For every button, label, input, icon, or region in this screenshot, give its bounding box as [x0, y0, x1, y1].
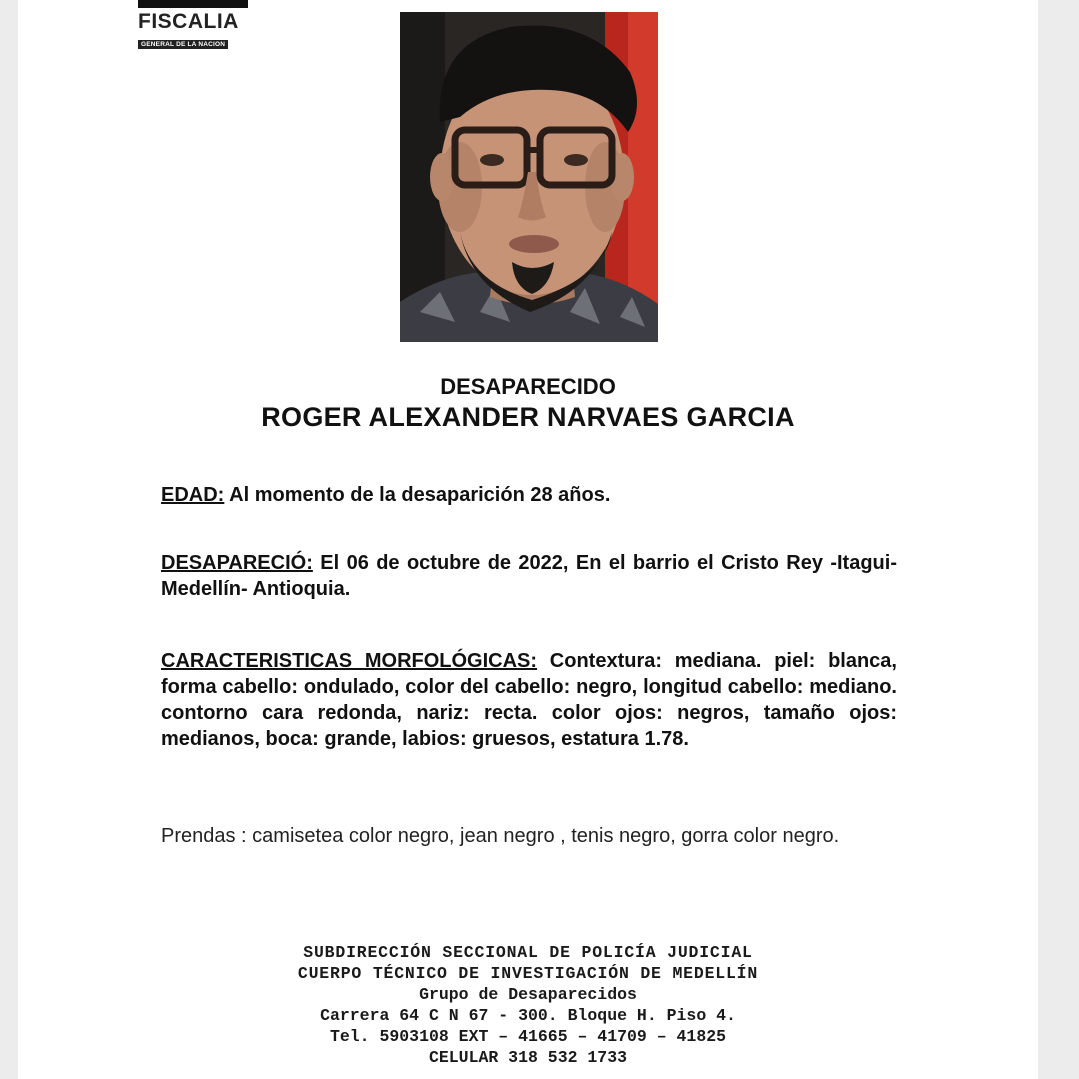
footer-line-1: SUBDIRECCIÓN SECCIONAL DE POLICÍA JUDICIAL — [303, 943, 753, 962]
footer-line-6: CELULAR 318 532 1733 — [428, 1048, 628, 1067]
characteristics-text: Contextura: mediana. piel: blanca, forma cabello: ondulado, color del cabello: negro, longitud cabello: mediano. contorno cara redonda, nariz: recta. color ojos: negros, tamaño ojos: medianos, boca: grande, labios: gruesos, estatura 1.78. — [161, 650, 897, 750]
characteristics-label: CARACTERISTICAS MORFOLÓGICAS: — [161, 650, 538, 672]
footer-line-3: Grupo de Desaparecidos — [419, 985, 637, 1004]
person-name: ROGER ALEXANDER NARVAES GARCIA — [261, 402, 795, 432]
logo-subtitle: GENERAL DE LA NACION — [138, 40, 228, 49]
status-heading: DESAPARECIDO — [440, 374, 616, 399]
characteristics-paragraph — [161, 648, 897, 752]
age-paragraph — [161, 482, 897, 508]
disappearance-label: DESAPARECIÓ: — [161, 552, 313, 574]
footer-line-2: CUERPO TÉCNICO DE INVESTIGACIÓN DE MEDELLÍN — [297, 964, 759, 983]
disappearance-paragraph — [161, 550, 897, 602]
contact-footer — [18, 942, 1038, 1068]
footer-line-4: Carrera 64 C N 67 - 300. Bloque H. Piso 4. — [320, 1006, 736, 1025]
age-label: EDAD: — [161, 484, 225, 506]
fiscalia-logo — [138, 0, 250, 51]
footer-line-5: Tel. 5903108 EXT – 41665 – 41709 – 41825 — [329, 1027, 727, 1046]
portrait-photo — [400, 12, 658, 342]
age-text: Al momento de la desaparición 28 años. — [224, 484, 611, 506]
logo-bar — [138, 0, 248, 8]
logo-name: FISCALIA — [138, 10, 239, 33]
clothing-paragraph: Prendas : camisetea color negro, jean negro , tenis negro, gorra color negro. — [161, 825, 840, 847]
disappearance-text: El 06 de octubre de 2022, En el barrio el Cristo Rey -Itagui- Medellín- Antioquia. — [161, 552, 897, 600]
missing-person-poster — [18, 0, 1038, 1079]
